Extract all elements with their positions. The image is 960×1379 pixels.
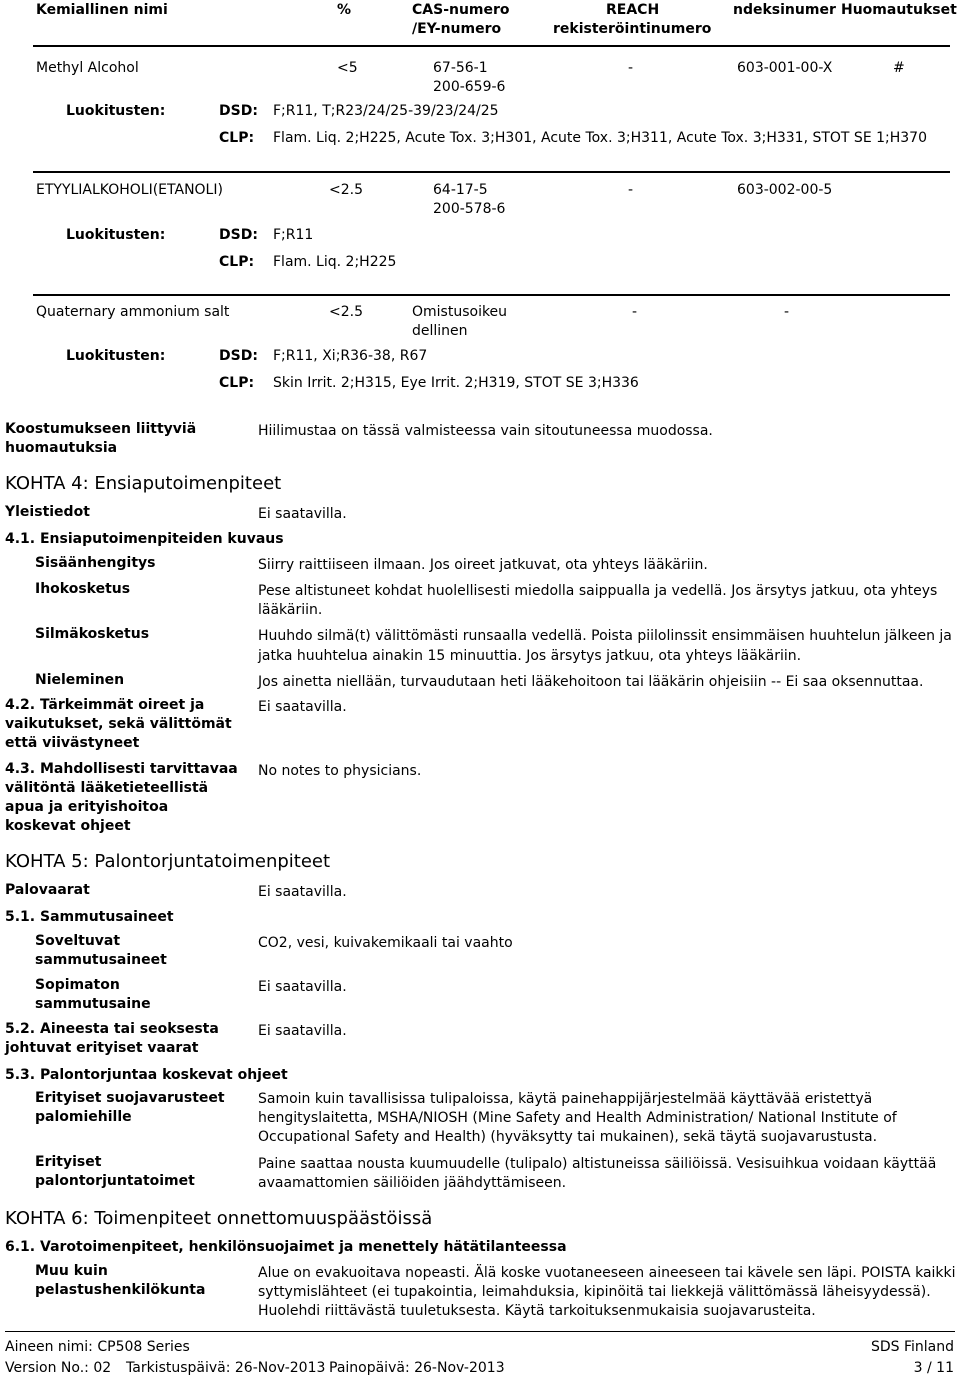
firefighting-procedures-value-2: avaamattomien säiliöiden jäähdyttämiseen.: [258, 1175, 567, 1191]
row-divider: [33, 45, 950, 47]
footer-sds-region: SDS Finland: [870, 1339, 954, 1355]
non-emergency-value-3: Huolehdi riittävästä tuuletuksesta. Käytä tarkoituksenmukaisia suojavarusteita.: [258, 1303, 816, 1319]
substance-name: Quaternary ammonium salt: [36, 304, 230, 320]
firefighting-procedures-value: Paine saattaa nousta kuumuudelle (tulipalo) altistuneissa säiliöissä. Vesisuihkua voidaan käyttää: [258, 1156, 937, 1172]
classification-label: Luokitusten:: [66, 227, 166, 243]
footer-product-name: Aineen nimi: CP508 Series: [5, 1339, 190, 1355]
substance-percent: <2.5: [329, 304, 363, 320]
substance-reach: -: [632, 304, 638, 320]
footer-version: Version No.: 02: [5, 1360, 112, 1376]
section-5-title: KOHTA 5: Palontorjuntatoimenpiteet: [5, 851, 331, 872]
header-reach: REACH: [606, 2, 660, 18]
subsection-5-1: 5.1. Sammutusaineet: [5, 909, 174, 925]
classification-label: Luokitusten:: [66, 348, 166, 364]
footer-divider: [5, 1331, 955, 1332]
suitable-media-label: Soveltuvat: [35, 933, 121, 949]
row-divider: [33, 171, 950, 173]
header-percent: %: [337, 2, 352, 18]
firefighting-procedures-label-2: palontorjuntatoimet: [35, 1173, 195, 1189]
header-cas: CAS-numero: [412, 2, 510, 18]
subsection-4-2-line-2: vaikutukset, sekä välittömät: [5, 716, 232, 732]
ingestion-value: Jos ainetta niellään, turvaudutaan heti lääkehoitoon tai lääkärin ohjeisiin -- Ei saa oksennuttaa.: [258, 674, 924, 690]
footer-page-number: 3 / 11: [913, 1360, 954, 1376]
clp-value: Skin Irrit. 2;H315, Eye Irrit. 2;H319, STOT SE 3;H336: [273, 375, 639, 391]
footer-print-date: Painopäivä: 26-Nov-2013: [329, 1360, 505, 1376]
substance-percent: <2.5: [329, 182, 363, 198]
non-emergency-value-2: syttymislähteet (ei tupakointia, leimahduksia, kipinöitä tai liekkejä välittömässä läheisyydessä).: [258, 1284, 931, 1300]
dsd-value: F;R11, Xi;R36-38, R67: [273, 348, 428, 364]
clp-label: CLP:: [219, 254, 255, 270]
dsd-label: DSD:: [219, 348, 258, 364]
dsd-label: DSD:: [219, 227, 258, 243]
general-info-label: Yleistiedot: [5, 504, 90, 520]
substance-ec: 200-578-6: [433, 201, 506, 217]
symptoms-value: Ei saatavilla.: [258, 699, 347, 715]
skin-contact-value: Pese altistuneet kohdat huolellisesti miedolla saippualla ja vedellä. Jos ärsytys jatkuu, ota yhteys: [258, 583, 938, 599]
substance-cas: Omistusoikeu: [412, 304, 508, 320]
section-6-title: KOHTA 6: Toimenpiteet onnettomuuspäästöissä: [5, 1208, 433, 1229]
subsection-5-3: 5.3. Palontorjuntaa koskevat ohjeet: [5, 1067, 288, 1083]
substance-index: -: [784, 304, 790, 320]
fire-hazards-label: Palovaarat: [5, 882, 90, 898]
subsection-4-2-line-3: että viivästyneet: [5, 735, 140, 751]
clp-label: CLP:: [219, 375, 255, 391]
substance-name: Methyl Alcohol: [36, 60, 139, 76]
eye-contact-label: Silmäkosketus: [35, 626, 150, 642]
eye-contact-value-2: jatka huuhtelua ainakin 15 minuuttia. Jos ärsytys jatkuu, ota yhteys lääkäriin.: [258, 648, 802, 664]
subsection-4-3: 4.3. Mahdollisesti tarvittavaa: [5, 761, 238, 777]
firefighter-ppe-label: Erityiset suojavarusteet: [35, 1090, 225, 1106]
header-reach-number: rekisteröintinumero: [553, 21, 712, 37]
substance-reach: -: [628, 182, 634, 198]
row-divider: [33, 294, 950, 296]
section-4-title: KOHTA 4: Ensiaputoimenpiteet: [5, 473, 282, 494]
composition-note-label-2: huomautuksia: [5, 440, 118, 456]
substance-index: 603-001-00-X: [737, 60, 833, 76]
subsection-6-1: 6.1. Varotoimenpiteet, henkilönsuojaimet ja menettely hätätilanteessa: [5, 1239, 567, 1255]
suitable-media-value: CO2, vesi, kuivakemikaali tai vaahto: [258, 935, 513, 951]
suitable-media-label-2: sammutusaineet: [35, 952, 167, 968]
header-chemical-name: Kemiallinen nimi: [36, 2, 168, 18]
firefighter-ppe-value: Samoin kuin tavallisissa tulipaloissa, käytä painehappijärjestelmää käyttävää eristettyä: [258, 1091, 873, 1107]
substance-index: 603-002-00-5: [737, 182, 833, 198]
substance-name: ETYYLIALKOHOLI(ETANOLI): [36, 182, 223, 198]
clp-value: Flam. Liq. 2;H225: [273, 254, 397, 270]
firefighter-ppe-value-3: Occupational Safety and Health) (hyväksytty tai mukainen), sekä täytä suojavarustusta.: [258, 1129, 878, 1145]
substance-notes: #: [893, 60, 905, 76]
header-index: ndeksinumer: [733, 2, 836, 18]
clp-value: Flam. Liq. 2;H225, Acute Tox. 3;H301, Acute Tox. 3;H311, Acute Tox. 3;H331, STOT SE 1;H370: [273, 130, 927, 146]
dsd-value: F;R11, T;R23/24/25-39/23/24/25: [273, 103, 499, 119]
firefighter-ppe-value-2: hengityslaitetta, MSHA/NIOSH (Mine Safety and Health Administration/ National Institute of: [258, 1110, 897, 1126]
general-info-value: Ei saatavilla.: [258, 506, 347, 522]
header-notes: Huomautukset: [841, 2, 957, 18]
subsection-4-3-line-2: välitöntä lääketieteellistä: [5, 780, 209, 796]
substance-reach: -: [628, 60, 634, 76]
unsuitable-media-label-2: sammutusaine: [35, 996, 151, 1012]
firefighter-ppe-label-2: palomiehille: [35, 1109, 132, 1125]
fire-hazards-value: Ei saatavilla.: [258, 884, 347, 900]
skin-contact-label: Ihokosketus: [35, 581, 131, 597]
substance-cas: 64-17-5: [433, 182, 488, 198]
eye-contact-value: Huuhdo silmä(t) välittömästi runsaalla vedellä. Poista piilolinssit ensimmäisen huuhtelun jälkeen ja: [258, 628, 952, 644]
substance-percent: <5: [337, 60, 358, 76]
substance-ec: 200-659-6: [433, 79, 506, 95]
substance-cas: 67-56-1: [433, 60, 488, 76]
composition-note-text: Hiilimustaa on tässä valmisteessa vain sitoutuneessa muodossa.: [258, 423, 713, 439]
unsuitable-media-value: Ei saatavilla.: [258, 979, 347, 995]
non-emergency-label-2: pelastushenkilökunta: [35, 1282, 206, 1298]
subsection-4-1: 4.1. Ensiaputoimenpiteiden kuvaus: [5, 531, 284, 547]
subsection-4-2: 4.2. Tärkeimmät oireet ja: [5, 697, 205, 713]
substance-ec: dellinen: [412, 323, 468, 339]
clp-label: CLP:: [219, 130, 255, 146]
physician-notes-value: No notes to physicians.: [258, 763, 422, 779]
firefighting-procedures-label: Erityiset: [35, 1154, 102, 1170]
special-hazards-value: Ei saatavilla.: [258, 1023, 347, 1039]
unsuitable-media-label: Sopimaton: [35, 977, 120, 993]
dsd-label: DSD:: [219, 103, 258, 119]
composition-note-label: Koostumukseen liittyviä: [5, 421, 197, 437]
footer-revision-date: Tarkistuspäivä: 26-Nov-2013: [126, 1360, 326, 1376]
subsection-5-2-line-2: johtuvat erityiset vaarat: [5, 1040, 199, 1056]
ingestion-label: Nieleminen: [35, 672, 125, 688]
non-emergency-label: Muu kuin: [35, 1263, 108, 1279]
inhalation-label: Sisäänhengitys: [35, 555, 156, 571]
classification-label: Luokitusten:: [66, 103, 166, 119]
header-ec: /EY-numero: [412, 21, 502, 37]
subsection-4-3-line-4: koskevat ohjeet: [5, 818, 131, 834]
skin-contact-value-2: lääkäriin.: [258, 602, 323, 618]
dsd-value: F;R11: [273, 227, 314, 243]
non-emergency-value: Alue on evakuoitava nopeasti. Älä koske vuotaneeseen aineeseen tai kävele sen läpi. POISTA kaikki: [258, 1265, 956, 1281]
subsection-5-2: 5.2. Aineesta tai seoksesta: [5, 1021, 219, 1037]
inhalation-value: Siirry raittiiseen ilmaan. Jos oireet jatkuvat, ota yhteys lääkäriin.: [258, 557, 708, 573]
subsection-4-3-line-3: apua ja erityishoitoa: [5, 799, 169, 815]
